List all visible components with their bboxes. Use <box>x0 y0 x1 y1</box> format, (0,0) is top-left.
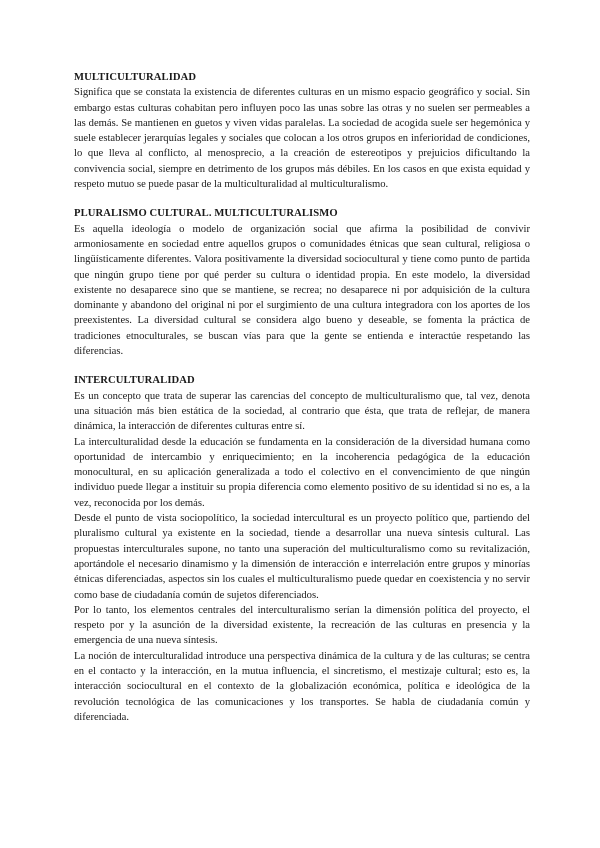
section-heading: PLURALISMO CULTURAL. MULTICULTURALISMO <box>74 208 338 220</box>
section-paragraph: Es un concepto que trata de superar las carencias del concepto de multiculturalismo que, tal vez, denota una situación más bien estática de la sociedad, al contrario que ésta, que trata de reflejar, de manera dinámica, la interacción de diferentes culturas entre sí. <box>74 390 530 433</box>
section-paragraph: Desde el punto de vista sociopolítico, la sociedad intercultural es un proyecto político que, partiendo del pluralismo cultural ya existente en la sociedad, tiende a desarrollar una nueva síntesis cultural. Las propuestas interculturales supone, no tanto una superación del multiculturalismo como su revitalización, aportándole el necesario dinamismo y la dimensión de interacción e interrelación entre grupos y minorías étnicas diferenciadas, aspectos sin los cuales el multiculturalismo puede quedar en coexistencia y no servir como base de ciudadanía común de sujetos diferenciados. <box>74 513 530 601</box>
section-pluralismo-cultural <box>74 206 530 359</box>
section-paragraph: La interculturalidad desde la educación se fundamenta en la consideración de la diversidad humana como oportunidad de intercambio y enriquecimiento; en la incoherencia pedagógica de la educación monocultural, en su aplicación generalizada a todo el colectivo en el convencimiento de que ningún individuo puede llegar a instituir su propia diferencia como elemento positivo de su identidad si no es, a la vez, reconocida por los demás. <box>74 436 530 509</box>
section-paragraph: La noción de interculturalidad introduce una perspectiva dinámica de la cultura y de las culturas; se centra en el contacto y la interacción, en la mutua influencia, el sincretismo, el mestizaje cultural; esto es, la interacción sociocultural en el contexto de la globalización económica, política e ideológica de la revolución tecnológica de las comunicaciones y los transportes. Se habla de ciudadanía común y diferenciada. <box>74 650 530 723</box>
section-paragraph: Por lo tanto, los elementos centrales del interculturalismo serían la dimensión política del proyecto, el respeto por y la asunción de la diversidad existente, la recreación de las culturas en presencia y la emergencia de una nueva síntesis. <box>74 604 530 647</box>
section-interculturalidad <box>74 373 530 725</box>
document-page <box>74 70 530 739</box>
section-heading: MULTICULTURALIDAD <box>74 72 197 83</box>
section-heading: INTERCULTURALIDAD <box>74 375 195 387</box>
section-paragraph: Significa que se constata la existencia de diferentes culturas en un mismo espacio geográfico y social. Sin embargo estas culturas cohabitan pero influyen poco las unas sobre las otras y no suelen ser permeables a las demás. Se mantienen en guetos y viven vidas paralelas. La sociedad de acogida suele ser hegemónica y suele establecer jerarquías legales y sociales que colocan a los otros grupos en inferioridad de condiciones, lo que lleva al conflicto, al menosprecio, a la creación de estereotipos y prejuicios dificultando la convivencia social, siempre en detrimento de los grupos más débiles. En los casos en que exista equidad y respeto mutuo se puede pasar de la multiculturalidad al multiculturalismo. <box>74 87 530 191</box>
section-multiculturalidad <box>74 70 530 192</box>
section-paragraph: Es aquella ideología o modelo de organización social que afirma la posibilidad de convivir armoniosamente en sociedad entre aquellos grupos o comunidades étnicas que sean cultural, religiosa o lingüísticamente diferentes. Valora positivamente la diversidad sociocultural y tiene como punto de partida que ningún grupo tiene por qué perder su cultura o identidad propia. En este modelo, la diversidad existente no desaparece sino que se mantiene, se recrea; no desaparece ni por adquisición de la cultura dominante y abandono del original ni por el surgimiento de una cultura integradora con los aportes de los preexistentes. La diversidad cultural se considera algo bueno y deseable, se fomenta la práctica de tradiciones etnoculturales, se buscan vías para que la gente se entienda e interactúe respetando las diferencias. <box>74 223 530 358</box>
